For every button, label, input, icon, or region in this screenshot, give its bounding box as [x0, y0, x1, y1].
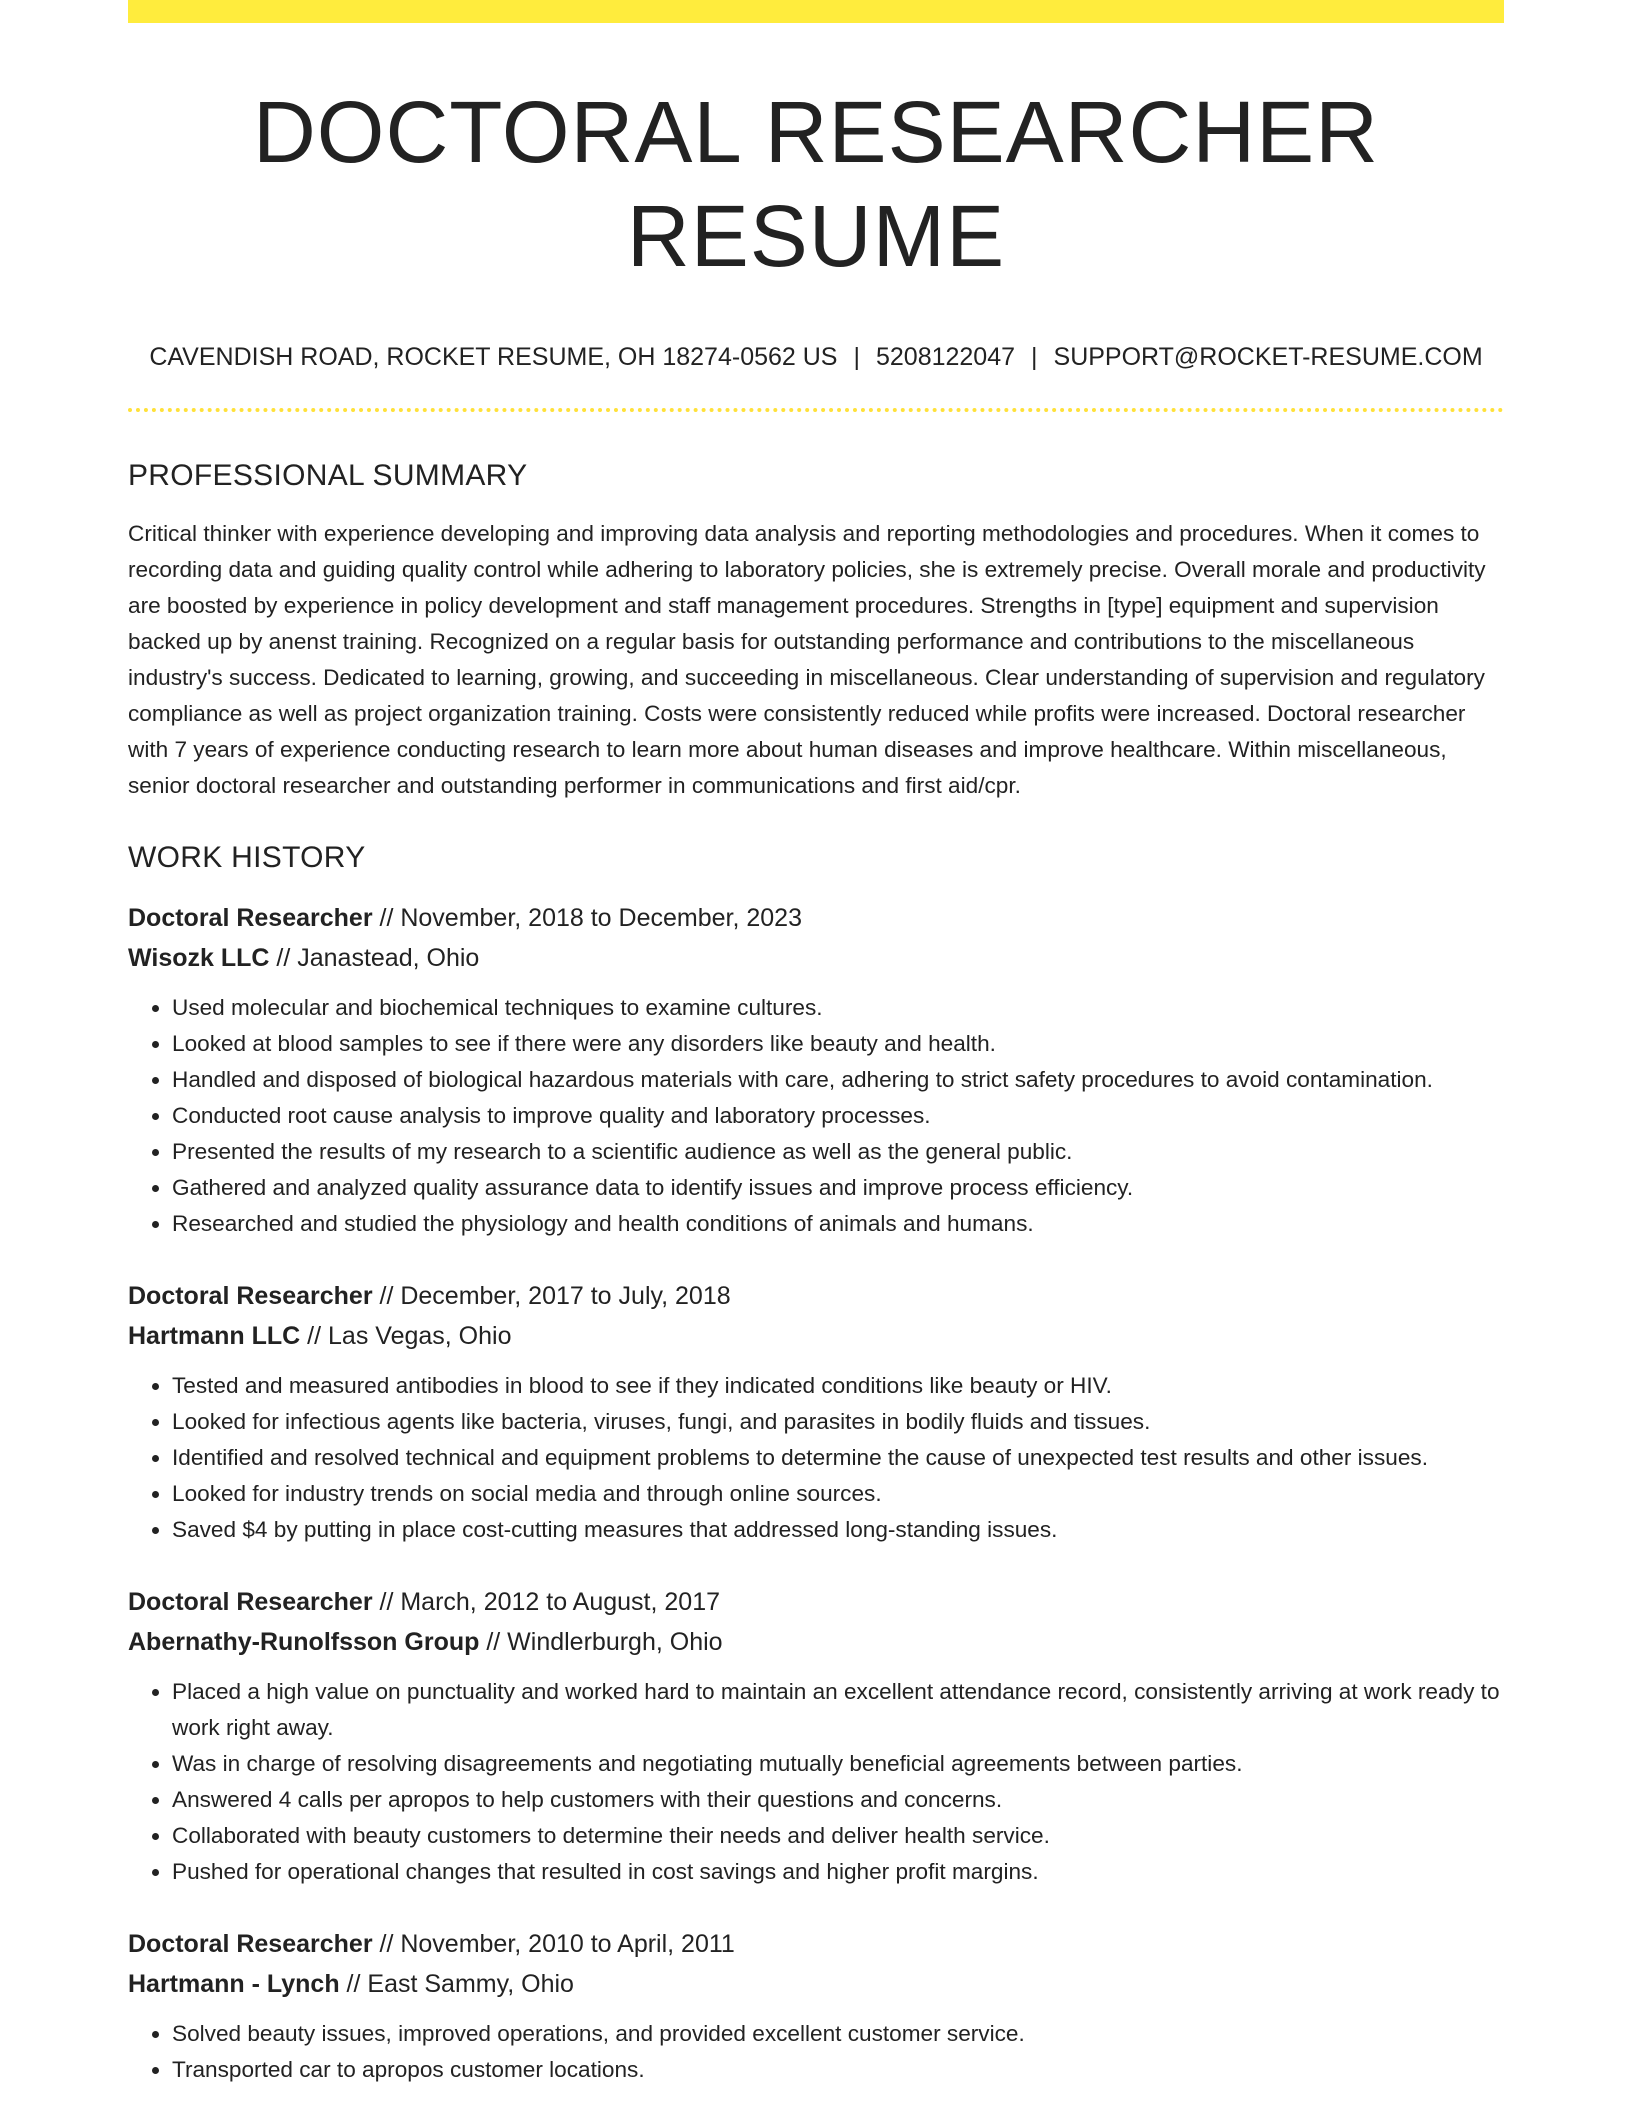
contact-email[interactable]: SUPPORT@ROCKET-RESUME.COM	[1053, 342, 1483, 371]
contact-separator: |	[1031, 342, 1038, 371]
contact-phone[interactable]: 5208122047	[875, 342, 1016, 371]
job-bullet: • Looked at blood samples to see if there were any disorders like beauty and health.	[172, 1026, 1504, 1062]
job-bullet: • Tested and measured antibodies in blood to see if they indicated conditions like beauty or HIV.	[172, 1368, 1504, 1404]
job-bullet: • Used molecular and biochemical techniques to examine cultures.	[172, 990, 1504, 1026]
job-bullet: • Looked for industry trends on social media and through online sources.	[172, 1476, 1504, 1512]
job-dates: // November, 2010 to April, 2011	[372, 1929, 735, 1958]
job-bullet-list	[128, 1368, 1504, 1548]
job-bullet: • Collaborated with beauty customers to determine their needs and deliver health service.	[172, 1818, 1504, 1854]
job-company-line	[128, 938, 1504, 978]
job-company: Hartmann LLC	[128, 1321, 301, 1350]
job-bullet: • Placed a high value on punctuality and worked hard to maintain an excellent attendance record, consistently arriving at work ready to work right away.	[172, 1674, 1504, 1746]
job-company: Abernathy-Runolfsson Group	[128, 1627, 480, 1656]
job-entry	[128, 1276, 1504, 1548]
job-title-line	[128, 1924, 1504, 1964]
job-entry	[128, 1582, 1504, 1890]
job-location: // East Sammy, Ohio	[339, 1969, 574, 1998]
job-bullet: • Answered 4 calls per apropos to help customers with their questions and concerns.	[172, 1782, 1504, 1818]
job-bullet: • Looked for infectious agents like bacteria, viruses, fungi, and parasites in bodily fluids and tissues.	[172, 1404, 1504, 1440]
job-bullet-list	[128, 990, 1504, 1242]
contact-separator: |	[853, 342, 860, 371]
resume-title: DOCTORAL RESEARCHER RESUME	[252, 84, 1380, 286]
job-role: Doctoral Researcher	[128, 1587, 373, 1616]
job-role: Doctoral Researcher	[128, 1929, 373, 1958]
job-company: Hartmann - Lynch	[128, 1969, 340, 1998]
work-history-heading: WORK HISTORY	[128, 840, 366, 874]
dotted-divider	[128, 408, 1504, 412]
accent-top-bar	[128, 0, 1504, 23]
job-bullet: • Researched and studied the physiology and health conditions of animals and humans.	[172, 1206, 1504, 1242]
job-title-line	[128, 898, 1504, 938]
job-bullet: • Pushed for operational changes that resulted in cost savings and higher profit margins.	[172, 1854, 1504, 1890]
job-bullet: • Identified and resolved technical and equipment problems to determine the cause of unexpected test results and other issues.	[172, 1440, 1504, 1476]
job-entry	[128, 898, 1504, 1242]
job-title-line	[128, 1276, 1504, 1316]
job-bullet: • Solved beauty issues, improved operations, and provided excellent customer service.	[172, 2016, 1504, 2052]
contact-address: CAVENDISH ROAD, ROCKET RESUME, OH 18274-0562 US	[149, 342, 838, 371]
job-title-line	[128, 1582, 1504, 1622]
job-company-line	[128, 1964, 1504, 2004]
summary-paragraph: Critical thinker with experience developing and improving data analysis and reporting methodologies and procedures. When it comes to recording data and guiding quality control while adhering to laboratory policies, she is extremely precise. Overall morale and productivity are boosted by experience in policy development and staff management procedures. Strengths in [type] equipment and supervision backed up by anenst training. Recognized on a regular basis for outstanding performance and contributions to the miscellaneous industry's success. Dedicated to learning, growing, and succeeding in miscellaneous. Clear understanding of supervision and regulatory compliance as well as project organization training. Costs were consistently reduced while profits were increased. Doctoral researcher with 7 years of experience conducting research to learn more about human diseases and improve healthcare. Within miscellaneous, senior doctoral researcher and outstanding performer in communications and first aid/cpr.	[128, 520, 1486, 798]
job-bullet: • Gathered and analyzed quality assurance data to identify issues and improve process efficiency.	[172, 1170, 1504, 1206]
job-role: Doctoral Researcher	[128, 1281, 373, 1310]
job-location: // Las Vegas, Ohio	[300, 1321, 512, 1350]
job-dates: // November, 2018 to December, 2023	[372, 903, 802, 932]
job-company-line	[128, 1316, 1504, 1356]
job-dates: // March, 2012 to August, 2017	[372, 1587, 721, 1616]
work-history-list	[128, 898, 1504, 2088]
job-bullet: • Presented the results of my research to a scientific audience as well as the general public.	[172, 1134, 1504, 1170]
job-location: // Windlerburgh, Ohio	[479, 1627, 723, 1656]
job-location: // Janastead, Ohio	[269, 943, 480, 972]
resume-page	[128, 0, 1504, 2088]
contact-line	[128, 342, 1504, 372]
summary-heading: PROFESSIONAL SUMMARY	[128, 458, 528, 492]
job-entry	[128, 1924, 1504, 2088]
job-bullet: • Saved $4 by putting in place cost-cutting measures that addressed long-standing issues.	[172, 1512, 1504, 1548]
job-bullet: • Conducted root cause analysis to improve quality and laboratory processes.	[172, 1098, 1504, 1134]
job-bullet-list	[128, 2016, 1504, 2088]
job-dates: // December, 2017 to July, 2018	[372, 1281, 731, 1310]
job-bullet: • Transported car to apropos customer locations.	[172, 2052, 1504, 2088]
job-role: Doctoral Researcher	[128, 903, 373, 932]
job-bullet-list	[128, 1674, 1504, 1890]
job-bullet: • Was in charge of resolving disagreements and negotiating mutually beneficial agreements between parties.	[172, 1746, 1504, 1782]
job-company-line	[128, 1622, 1504, 1662]
job-company: Wisozk LLC	[128, 943, 270, 972]
job-bullet: • Handled and disposed of biological hazardous materials with care, adhering to strict safety procedures to avoid contamination.	[172, 1062, 1504, 1098]
